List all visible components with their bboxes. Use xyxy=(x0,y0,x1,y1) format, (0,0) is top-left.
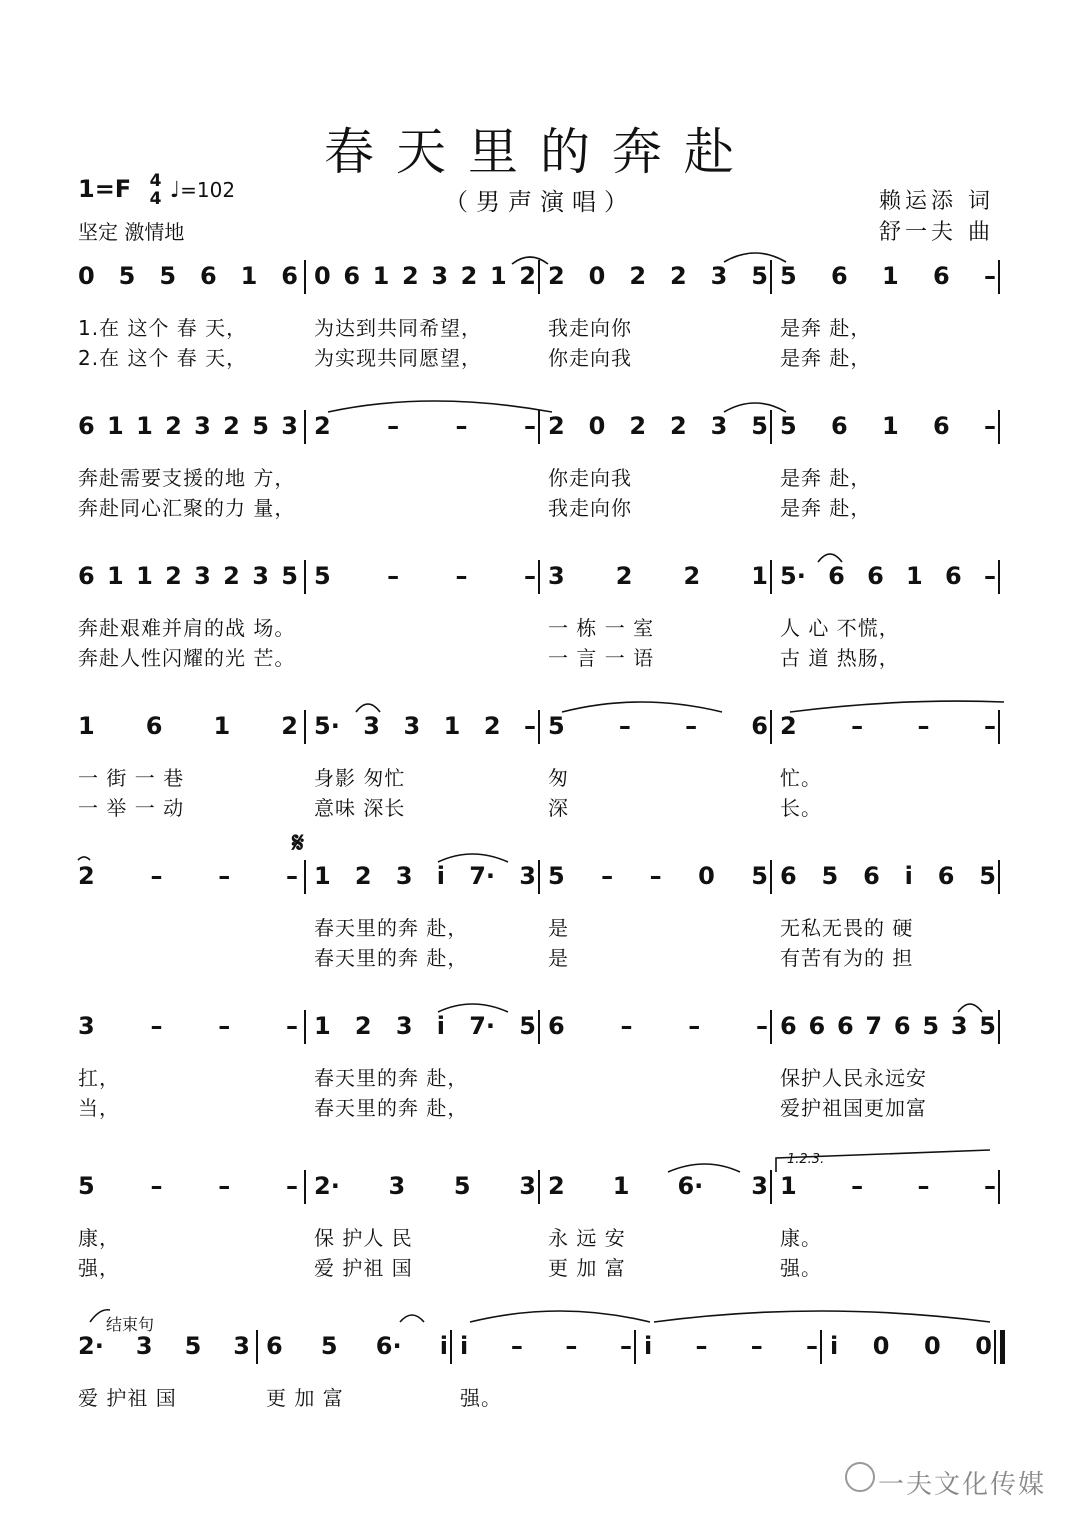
note: 3 xyxy=(78,1012,95,1040)
note: – xyxy=(983,1172,996,1200)
lyric-verse-1: 忙。 xyxy=(780,766,822,790)
note: 7 xyxy=(865,1012,883,1040)
note: 3 xyxy=(395,1012,413,1040)
tie-15 xyxy=(400,1315,424,1322)
note: 6· xyxy=(677,1172,704,1200)
slur-7 xyxy=(562,702,722,712)
note: 2 xyxy=(629,262,647,290)
note: – xyxy=(565,1332,578,1360)
song-title: 春天里的奔赴 xyxy=(324,123,756,181)
note: 0 xyxy=(588,262,606,290)
note: 0 xyxy=(975,1332,992,1360)
note: 6 xyxy=(867,562,884,590)
tie-6 xyxy=(356,704,380,712)
note: 5· xyxy=(780,562,806,590)
note: – xyxy=(750,1332,763,1360)
note: 6 xyxy=(266,1332,283,1360)
tie-9 xyxy=(78,857,90,860)
note: 1 xyxy=(372,262,390,290)
note: – xyxy=(917,1172,930,1200)
note: 3 xyxy=(710,262,728,290)
expression-mark: 坚定 激情地 xyxy=(78,220,185,244)
note: 2 xyxy=(165,562,182,590)
note: – xyxy=(601,862,614,890)
note: – xyxy=(523,562,536,590)
note: – xyxy=(649,862,662,890)
lyric-verse-2: 当， xyxy=(78,1096,120,1120)
lyric-verse-2: 爱护祖国更加富 xyxy=(780,1096,927,1120)
note: 5 xyxy=(320,1332,338,1360)
note: 0 xyxy=(314,262,331,290)
note: 5 xyxy=(184,1332,202,1360)
volta-label: 1.2.3. xyxy=(787,1152,825,1167)
note: 1 xyxy=(107,412,124,440)
tie-10 xyxy=(438,854,508,862)
composer-credit: 舒一夫 曲 xyxy=(879,220,994,245)
lyric-verse-2: 春天里的奔 赴， xyxy=(314,1096,469,1120)
lyric-verse-1: 春天里的奔 赴， xyxy=(314,916,469,940)
note: 6· xyxy=(375,1332,402,1360)
note: 2 xyxy=(354,862,372,890)
lyric-verse-1: 爱 护祖 国 xyxy=(78,1386,177,1410)
note: 2· xyxy=(78,1332,104,1360)
slur-17 xyxy=(654,1311,990,1322)
lyricist-credit: 赖运添 词 xyxy=(879,189,994,214)
note: – xyxy=(695,1332,708,1360)
lyric-verse-1: 匆 xyxy=(548,766,569,790)
note: 5 xyxy=(751,862,768,890)
note: 3 xyxy=(751,1172,768,1200)
lyric-verse-1: 人 心 不慌， xyxy=(780,616,900,640)
lyric-verse-1: 更 加 富 xyxy=(266,1386,344,1410)
note: – xyxy=(851,712,864,740)
lyric-verse-1: 身影 匆忙 xyxy=(314,766,406,790)
quarter-note-icon: ♩ xyxy=(169,178,181,203)
lyric-verse-2: 强， xyxy=(78,1256,120,1280)
lyric-verse-1: 春天里的奔 赴， xyxy=(314,1066,469,1090)
note: 3 xyxy=(388,1172,406,1200)
tie-5 xyxy=(818,554,842,562)
lyric-verse-1: 为达到共同希望， xyxy=(314,316,482,340)
note: – xyxy=(917,712,930,740)
song-subtitle: （男声演唱） xyxy=(444,188,636,216)
lyric-verse-2: 是奔 赴， xyxy=(780,346,872,370)
lyric-verse-1: 奔赴艰难并肩的战 场。 xyxy=(78,616,296,640)
lyric-verse-2: 一 言 一 语 xyxy=(548,646,655,670)
slur-3 xyxy=(328,401,552,412)
note: 6 xyxy=(836,1012,854,1040)
lyric-verse-1: 奔赴需要支援的地 方， xyxy=(78,466,296,490)
note: – xyxy=(523,412,536,440)
note: – xyxy=(983,712,996,740)
note: – xyxy=(218,1172,231,1200)
note: 5· xyxy=(314,712,340,740)
watermark: 一夫文化传媒 xyxy=(877,1470,1046,1500)
time-top: 4 xyxy=(149,171,162,191)
note: – xyxy=(286,1172,298,1200)
ending-label: 结束句 xyxy=(106,1315,155,1334)
lyric-verse-1: 康， xyxy=(78,1226,120,1250)
note: 5 xyxy=(281,562,298,590)
lyric-verse-2: 意味 深长 xyxy=(314,796,406,820)
note: – xyxy=(523,712,536,740)
note: 2 xyxy=(354,1012,372,1040)
slur-8 xyxy=(790,701,1004,712)
note: 2 xyxy=(460,262,478,290)
note: – xyxy=(756,1012,768,1040)
note: 6 xyxy=(780,862,797,890)
slur-16 xyxy=(470,1311,650,1322)
note: 6 xyxy=(828,562,845,590)
tie-12 xyxy=(958,1004,982,1012)
note: 1 xyxy=(136,412,153,440)
note: 1 xyxy=(489,262,507,290)
lyric-verse-1: 康。 xyxy=(780,1226,822,1250)
note: 3 xyxy=(519,1172,536,1200)
lyric-verse-1: 永 远 安 xyxy=(548,1226,626,1250)
note: i xyxy=(460,1332,469,1360)
note: 1 xyxy=(906,562,923,590)
note: – xyxy=(851,1172,864,1200)
tie-13 xyxy=(668,1164,740,1172)
note: – xyxy=(984,412,996,440)
note: 5 xyxy=(118,262,136,290)
note: 3 xyxy=(395,862,413,890)
note: 5 xyxy=(519,1012,536,1040)
note: – xyxy=(620,1012,633,1040)
note: 6 xyxy=(937,862,955,890)
note: 6 xyxy=(199,262,217,290)
chat-icon xyxy=(845,1462,875,1492)
note: 6 xyxy=(78,412,95,440)
lyric-verse-1: 1.在 这个 春 天， xyxy=(78,316,248,340)
tempo-mark: =102 xyxy=(180,178,236,202)
lyric-verse-1: 是奔 赴， xyxy=(780,466,872,490)
note: 2 xyxy=(314,412,331,440)
note: 2 xyxy=(78,862,95,890)
note: 6 xyxy=(831,262,848,290)
note: 2 xyxy=(629,412,647,440)
note: 1 xyxy=(443,712,461,740)
lyric-verse-1: 你走向我 xyxy=(548,466,632,490)
lyric-verse-1: 一 街 一 巷 xyxy=(78,766,185,790)
note: i xyxy=(436,1012,445,1040)
note: – xyxy=(286,1012,298,1040)
note: 5 xyxy=(252,412,269,440)
note: i xyxy=(439,1332,448,1360)
note: – xyxy=(150,1012,163,1040)
note: – xyxy=(218,862,231,890)
note: 2 xyxy=(669,412,687,440)
note: 3 xyxy=(194,562,211,590)
note: 6 xyxy=(933,412,950,440)
note: 5 xyxy=(314,562,331,590)
note: 2 xyxy=(281,712,298,740)
note: 0 xyxy=(698,862,715,890)
lyric-verse-1: 强。 xyxy=(460,1386,502,1410)
tie-2 xyxy=(724,253,786,262)
note: – xyxy=(286,862,298,890)
note: 5 xyxy=(922,1012,940,1040)
lyric-verse-1: 保 护人 民 xyxy=(314,1226,413,1250)
note: 1 xyxy=(107,562,124,590)
note: 2 xyxy=(669,262,687,290)
note: 6 xyxy=(933,262,950,290)
note: 2· xyxy=(314,1172,340,1200)
lyric-verse-1: 扛， xyxy=(78,1066,120,1090)
note: – xyxy=(618,712,631,740)
note: 2 xyxy=(548,1172,565,1200)
segno-icon: 𝄋 xyxy=(292,826,305,859)
note: – xyxy=(387,562,400,590)
note: 6 xyxy=(780,1012,797,1040)
note: 3 xyxy=(135,1332,153,1360)
note: 0 xyxy=(872,1332,890,1360)
lyric-verse-2: 强。 xyxy=(780,1256,822,1280)
lyric-verse-1: 是 xyxy=(548,916,569,940)
note: 6 xyxy=(145,712,163,740)
note: 6 xyxy=(78,562,95,590)
lyric-verse-2: 你走向我 xyxy=(548,346,632,370)
note: 1 xyxy=(240,262,258,290)
note: 3 xyxy=(548,562,565,590)
note: 1 xyxy=(780,1172,797,1200)
lyric-verse-2: 爱 护祖 国 xyxy=(314,1256,413,1280)
note: 6 xyxy=(343,262,361,290)
note: 6 xyxy=(831,412,848,440)
note: 1 xyxy=(213,712,231,740)
note: 0 xyxy=(78,262,95,290)
tie-11 xyxy=(438,1004,508,1012)
note: – xyxy=(619,1332,632,1360)
note: 5 xyxy=(821,862,839,890)
tie-1 xyxy=(512,257,548,264)
note: 3 xyxy=(403,712,421,740)
lyric-verse-2: 2.在 这个 春 天， xyxy=(78,346,248,370)
note: 2 xyxy=(223,412,240,440)
note: 1 xyxy=(882,412,899,440)
note: 5 xyxy=(751,412,768,440)
note: 2 xyxy=(223,562,240,590)
note: 7· xyxy=(469,1012,496,1040)
lyric-verse-2: 古 道 热肠， xyxy=(780,646,900,670)
note: 1 xyxy=(882,262,899,290)
lyric-verse-2: 为实现共同愿望， xyxy=(314,346,482,370)
note: – xyxy=(510,1332,523,1360)
volta-bracket xyxy=(776,1150,990,1172)
lyric-verse-2: 春天里的奔 赴， xyxy=(314,946,469,970)
lyric-verse-1: 是奔 赴， xyxy=(780,316,872,340)
lyric-verse-2: 有苦有为的 担 xyxy=(780,946,914,970)
note: 2 xyxy=(548,412,565,440)
note: – xyxy=(805,1332,818,1360)
lyric-verse-2: 是奔 赴， xyxy=(780,496,872,520)
lyric-verse-1: 保护人民永远安 xyxy=(780,1066,927,1090)
note: – xyxy=(387,412,400,440)
note: 5 xyxy=(159,262,177,290)
note: 2 xyxy=(615,562,633,590)
note: 3 xyxy=(252,562,269,590)
note: i xyxy=(644,1332,653,1360)
key-text: 1=F xyxy=(78,175,132,203)
lyric-verse-2: 是 xyxy=(548,946,569,970)
lyric-verse-2: 长。 xyxy=(780,796,822,820)
note: i xyxy=(904,862,913,890)
note: 3 xyxy=(281,412,298,440)
note: 5 xyxy=(78,1172,95,1200)
note: 1 xyxy=(751,562,768,590)
note: – xyxy=(218,1012,231,1040)
note: 5 xyxy=(780,262,797,290)
note: 1 xyxy=(78,712,95,740)
note: 5 xyxy=(548,712,565,740)
note: – xyxy=(150,1172,163,1200)
note: 6 xyxy=(945,562,962,590)
note: i xyxy=(436,862,445,890)
note: 5 xyxy=(453,1172,471,1200)
note: 3 xyxy=(363,712,380,740)
lyric-verse-1: 一 栋 一 室 xyxy=(548,616,655,640)
note: – xyxy=(455,412,468,440)
note: 6 xyxy=(751,712,768,740)
note: – xyxy=(688,1012,701,1040)
lyric-verse-2: 奔赴同心汇聚的力 量， xyxy=(78,496,296,520)
note: 5 xyxy=(979,862,996,890)
time-bottom: 4 xyxy=(149,189,162,209)
note: 2 xyxy=(780,712,797,740)
note: – xyxy=(455,562,468,590)
lyric-verse-2: 奔赴人性闪耀的光 芒。 xyxy=(78,646,296,670)
note: 6 xyxy=(281,262,298,290)
note: 1 xyxy=(136,562,153,590)
tie-4 xyxy=(724,403,786,412)
note: 5 xyxy=(751,262,768,290)
note: – xyxy=(150,862,163,890)
note: 3 xyxy=(233,1332,250,1360)
note: 3 xyxy=(710,412,728,440)
note: – xyxy=(984,262,996,290)
note: 3 xyxy=(194,412,211,440)
note: 0 xyxy=(588,412,606,440)
note: 6 xyxy=(863,862,880,890)
lyric-verse-2: 更 加 富 xyxy=(548,1256,626,1280)
note: 1 xyxy=(314,1012,331,1040)
note: 5 xyxy=(548,862,565,890)
note: 3 xyxy=(519,862,536,890)
note: 2 xyxy=(483,712,501,740)
note: 5 xyxy=(979,1012,996,1040)
note: i xyxy=(830,1332,839,1360)
lyric-verse-2: 我走向你 xyxy=(548,496,632,520)
note: 3 xyxy=(950,1012,968,1040)
note: 5 xyxy=(780,412,797,440)
note: 6 xyxy=(808,1012,826,1040)
note: 2 xyxy=(548,262,565,290)
note: 1 xyxy=(314,862,331,890)
note: 7· xyxy=(469,862,496,890)
note: 1 xyxy=(612,1172,630,1200)
note: – xyxy=(685,712,698,740)
note: 2 xyxy=(683,562,701,590)
lyric-verse-1: 无私无畏的 硬 xyxy=(780,916,914,940)
lyric-verse-2: 深 xyxy=(548,796,569,820)
note: 2 xyxy=(165,412,182,440)
slur-14 xyxy=(90,1310,110,1322)
note: – xyxy=(983,562,996,590)
note: 6 xyxy=(893,1012,911,1040)
note: 3 xyxy=(431,262,449,290)
lyric-verse-1: 我走向你 xyxy=(548,316,632,340)
note: 2 xyxy=(401,262,419,290)
lyric-verse-2: 一 举 一 动 xyxy=(78,796,185,820)
note: 0 xyxy=(924,1332,941,1360)
note: 2 xyxy=(519,262,536,290)
note: 6 xyxy=(548,1012,565,1040)
